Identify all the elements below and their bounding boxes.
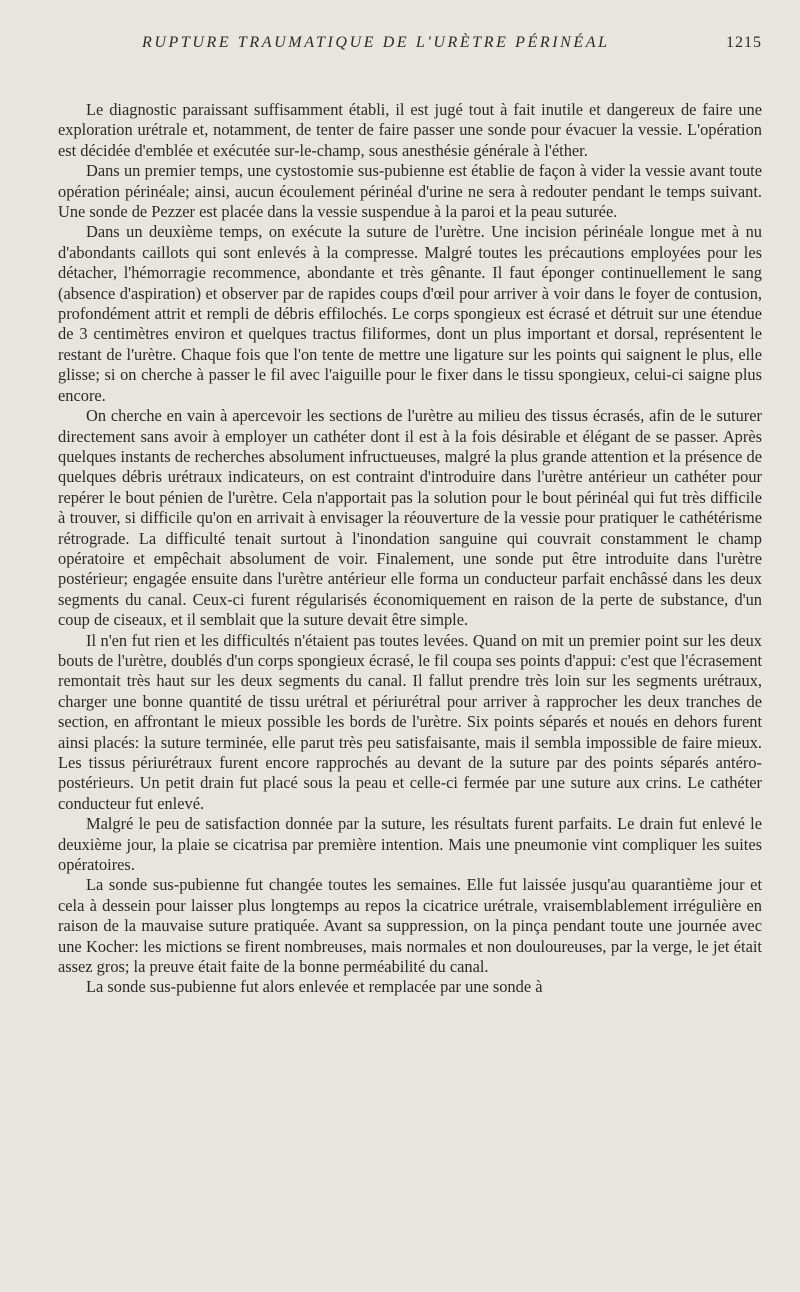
running-title: RUPTURE TRAUMATIQUE DE L'URÈTRE PÉRINÉAL (142, 34, 610, 51)
paragraph-second-stage: Dans un deuxième temps, on exécute la suture de l'urètre. Une incision périnéale longue met à nu d'abondants caillots qui sont enlevés à la compresse. Malgré toutes les précautions employées pour les détacher, l'hémorragie recommence, abondante et très gênante. Il faut éponger continuellement le sang (absence d'aspiration) et observer par de rapides coups d'œil pour arriver à voir dans le foyer de contusion, profondément attrit et rempli de débris effilochés. Le corps spongieux est écrasé et détruit sur une étendue de 3 centimètres environ et quelques tractus filiformes, dont un plus important et dorsal, représentent le restant de l'urètre. Chaque fois que l'on tente de mettre une ligature sur les points qui saignent le plus, elle glisse; si on cherche à passer le fil avec l'aiguille pour le fixer dans le tissu spongieux, celui-ci saigne plus encore. (58, 222, 762, 405)
page-number: 1215 (726, 34, 762, 51)
paragraph-suture: Il n'en fut rien et les difficultés n'étaient pas toutes levées. Quand on mit un premier point sur les deux bouts de l'urètre, doublés d'un corps spongieux écrasé, le fil coupa ses points d'appui: c'est que l'écrasement remontait très haut sur les deux segments du canal. Il fallut prendre très loin sur les segments urétraux, charger une bonne quantité de tissu urétral et périurétral pour arriver à rapprocher les deux tranches de section, en affrontant le mieux possible les bords de l'urètre. Six points séparés et noués en dehors furent ainsi placés: la suture terminée, elle parut très peu satisfaisante, mais il sembla impossible de faire mieux. Les tissus périurétraux furent encore rapprochés au devant de la suture par des points séparés antéro-postérieurs. Un petit drain fut placé sous la peau et celle-ci fermée par une suture aux crins. Le cathéter conducteur fut enlevé. (58, 630, 762, 813)
paragraph-diagnostic: Le diagnostic paraissant suffisamment établi, il est jugé tout à fait inutile et dangereux de faire une exploration urétrale et, notamment, de tenter de faire passer une sonde pour évacuer la vessie. L'opération est décidée d'emblée et exécutée sur-le-champ, sous anesthésie générale à l'éther. (58, 100, 762, 160)
body-text (58, 100, 762, 998)
paragraph-closing: La sonde sus-pubienne fut alors enlevée et remplacée par une sonde à (86, 977, 543, 997)
paragraph-suprapubic-probe: La sonde sus-pubienne fut changée toutes les semaines. Elle fut laissée jusqu'au quarantième jour et cela à dessein pour laisser plus longtemps au repos la cicatrice urétrale, vraisemblablement irrégulière en raison de la mauvaise suture pratiquée. Avant sa suppression, on la pinça pendant toute une journée avec une Kocher: les mictions se firent nombreuses, mais normales et non douloureuses, par la verge, le jet était assez gros; la preuve était faite de la bonne perméabilité du canal. (58, 875, 762, 977)
running-head (58, 28, 762, 58)
paragraph-results: Malgré le peu de satisfaction donnée par la suture, les résultats furent parfaits. Le drain fut enlevé le deuxième jour, la plaie se cicatrisa par première intention. Mais une pneumonie vint compliquer les suites opératoires. (58, 814, 762, 875)
paragraph-first-stage: Dans un premier temps, une cystostomie sus-pubienne est établie de façon à vider la vessie avant toute opération périnéale; ainsi, aucun écoulement périnéal d'urine ne sera à redouter pendant le temps suivant. Une sonde de Pezzer est placée dans la vessie suspendue à la paroi et la peau suturée. (58, 161, 762, 222)
paragraph-catheter-search: On cherche en vain à apercevoir les sections de l'urètre au milieu des tissus écrasés, afin de le suturer directement sans avoir à employer un cathéter dont il est à la fois désirable et élégant de se passer. Après quelques instants de recherches absolument infructueuses, malgré la plus grande attention et la présence de quelques débris urétraux indicateurs, on est contraint d'introduire dans l'urètre antérieur un cathéter pour repérer le bout pénien de l'urètre. Cela n'apportait pas la solution pour le bout périnéal qui fut très difficile à trouver, si difficile qu'on en arrivait à envisager la réouverture de la vessie pour pratiquer le cathétérisme rétrograde. La difficulté tenait surtout à l'inondation sanguine qui couvrait constamment le champ opératoire et empêchait absolument de voir. Finalement, une sonde put être introduite dans l'urètre postérieur; engagée ensuite dans l'urètre antérieur elle forma un conducteur parfait enchâssé dans les deux segments du canal. Ceux-ci furent régularisés économiquement en raison de la perte de substance, d'un coup de ciseaux, et il semblait que la suture devait être simple. (58, 406, 762, 630)
